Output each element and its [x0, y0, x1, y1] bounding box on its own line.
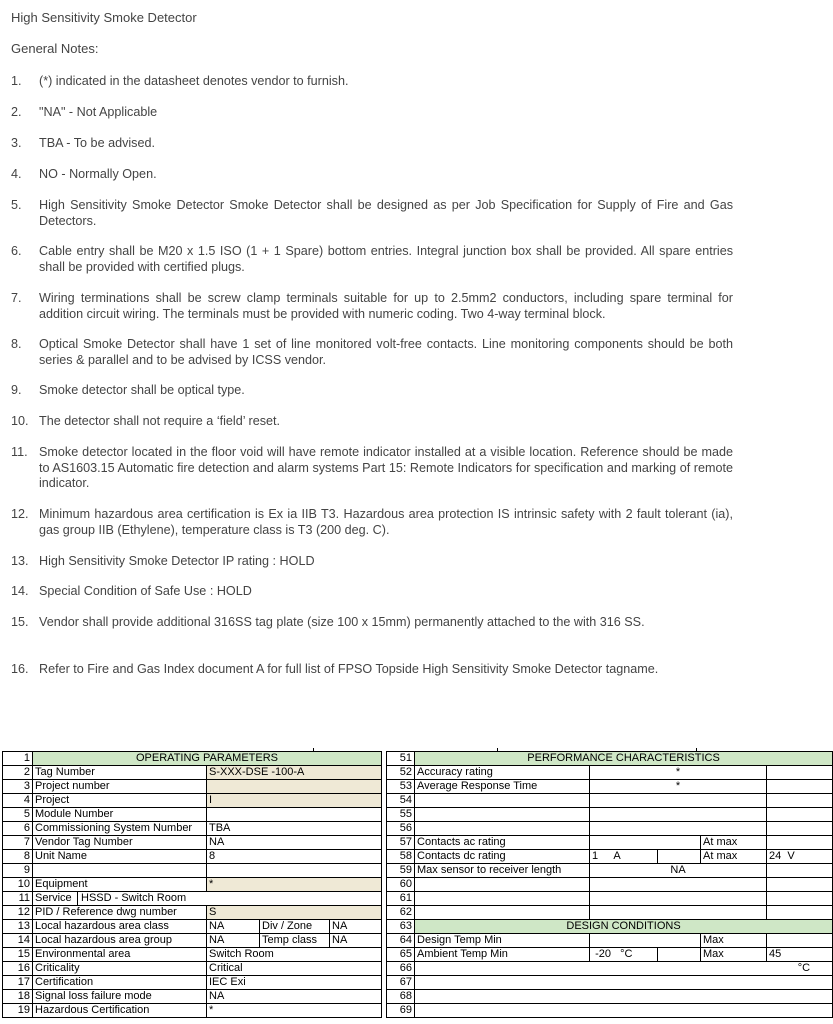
line-number: 6	[3, 822, 33, 836]
temp-class-label: Temp class	[260, 934, 330, 948]
line-number: 66	[387, 962, 415, 976]
note-text: Cable entry shall be M20 x 1.5 ISO (1 + 1 Spare) bottom entries. Integral junction box shall be provided. All spare entries shall be provided with certified plugs.	[39, 244, 733, 274]
note-text: (*) indicated in the datasheet denotes vendor to furnish.	[39, 74, 349, 88]
row-label: Project	[33, 794, 207, 808]
table-row	[3, 934, 833, 948]
empty-cell	[767, 766, 833, 780]
row-label: Equipment	[33, 878, 207, 892]
row-label: Project number	[33, 780, 207, 794]
row-label: Local hazardous area group	[33, 934, 207, 948]
ambient-min-value: -20	[595, 948, 611, 960]
hazardous-certification-value: *	[207, 1004, 382, 1018]
line-number: 69	[387, 1004, 415, 1018]
note-number: 13.	[11, 554, 29, 568]
line-number: 65	[387, 948, 415, 962]
table-row	[3, 962, 833, 976]
module-number-value	[207, 808, 382, 822]
line-number: 62	[387, 906, 415, 920]
table-row	[3, 976, 833, 990]
empty-cell	[767, 892, 833, 906]
empty-cell	[590, 836, 701, 850]
div-zone-value: NA	[330, 920, 382, 934]
line-number: 4	[3, 794, 33, 808]
empty-cell	[658, 850, 701, 864]
table-row	[3, 864, 833, 878]
criticality-value: Critical	[207, 962, 382, 976]
line-number: 15	[3, 948, 33, 962]
table-row	[3, 752, 833, 766]
unit-name-value: 8	[207, 850, 382, 864]
empty-cell	[415, 794, 590, 808]
line-number: 61	[387, 892, 415, 906]
dc-current-cell	[590, 850, 658, 864]
empty-cell	[767, 780, 833, 794]
empty-cell	[415, 976, 833, 990]
note-number: 15.	[11, 615, 29, 629]
table-row	[3, 780, 833, 794]
dc-voltage-value: 24	[769, 850, 782, 862]
line-number: 1	[3, 752, 33, 766]
note-text: Smoke detector located in the floor void will have remote indicator installed at a visible location. Reference should be made to AS1603.15 Automatic fire detection and alarm systems Part 15: Remote Indicators for specification and marking of remote indicator.	[39, 445, 733, 490]
dc-current-unit: A	[613, 850, 621, 862]
empty-cell	[590, 794, 767, 808]
note-text: Refer to Fire and Gas Index document A for full list of FPSO Topside High Sensitivity Smoke Detector tagname.	[39, 662, 659, 676]
table-row	[3, 948, 833, 962]
row-label: Local hazardous area class	[33, 920, 207, 934]
line-number: 18	[3, 990, 33, 1004]
empty-cell	[590, 878, 767, 892]
table-row	[3, 1004, 833, 1018]
line-number: 13	[3, 920, 33, 934]
line-number: 5	[3, 808, 33, 822]
line-number: 55	[387, 808, 415, 822]
line-number: 63	[387, 920, 415, 934]
table-row	[3, 822, 833, 836]
note-text: The detector shall not require a ‘field’ reset.	[39, 414, 281, 428]
line-number: 58	[387, 850, 415, 864]
service-label: Service	[35, 892, 78, 905]
line-number: 51	[387, 752, 415, 766]
empty-cell	[590, 892, 767, 906]
service-value: HSSD - Switch Room	[81, 892, 187, 904]
general-notes-heading: General Notes:	[11, 41, 99, 56]
empty-cell	[207, 864, 382, 878]
operating-parameters-header: OPERATING PARAMETERS	[33, 752, 382, 766]
service-cell	[33, 892, 382, 906]
accuracy-rating-value: *	[590, 766, 767, 780]
line-number: 67	[387, 976, 415, 990]
empty-cell	[415, 892, 590, 906]
line-number: 57	[387, 836, 415, 850]
line-number: 52	[387, 766, 415, 780]
row-label: PID / Reference dwg number	[33, 906, 207, 920]
note-text: TBA - To be advised.	[39, 136, 155, 150]
line-number: 53	[387, 780, 415, 794]
row-label: Vendor Tag Number	[33, 836, 207, 850]
line-number: 3	[3, 780, 33, 794]
note-text: High Sensitivity Smoke Detector Smoke Detector shall be designed as per Job Specification for Supply of Fire and Gas Detectors.	[39, 198, 733, 228]
vendor-tag-value: NA	[207, 836, 382, 850]
note-item	[11, 337, 733, 368]
div-zone-label: Div / Zone	[260, 920, 330, 934]
table-row	[3, 878, 833, 892]
note-number: 9.	[11, 383, 22, 397]
note-item	[11, 167, 733, 183]
note-number: 14.	[11, 584, 29, 598]
note-number: 2.	[11, 105, 22, 119]
table-row	[3, 990, 833, 1004]
empty-cell	[658, 948, 701, 962]
row-label: Max sensor to receiver length	[415, 864, 590, 878]
note-item	[11, 507, 733, 538]
dc-current-value: 1	[592, 850, 599, 862]
note-number: 5.	[11, 198, 22, 212]
row-label: Contacts dc rating	[415, 850, 590, 864]
note-item	[11, 584, 733, 600]
line-number: 68	[387, 990, 415, 1004]
empty-cell	[590, 906, 767, 920]
table-row	[3, 892, 833, 906]
note-text: "NA" - Not Applicable	[39, 105, 158, 119]
note-text: Vendor shall provide additional 316SS tag plate (size 100 x 15mm) permanently attached to the with 316 SS.	[39, 615, 645, 629]
row-label: Certification	[33, 976, 207, 990]
note-text: High Sensitivity Smoke Detector IP rating : HOLD	[39, 554, 315, 568]
hazardous-area-group-value: NA	[207, 934, 260, 948]
certification-value: IEC Exi	[207, 976, 382, 990]
line-number: 9	[3, 864, 33, 878]
row-label: Module Number	[33, 808, 207, 822]
table-row	[3, 836, 833, 850]
empty-cell	[415, 878, 590, 892]
line-number: 7	[3, 836, 33, 850]
response-time-value: *	[590, 780, 767, 794]
pid-reference-value: S	[207, 906, 382, 920]
table-row	[3, 850, 833, 864]
row-label: Accuracy rating	[415, 766, 590, 780]
line-number: 19	[3, 1004, 33, 1018]
note-text: Optical Smoke Detector shall have 1 set of line monitored volt-free contacts. Line monitoring components should be both series & parallel and to be advised by ICSS vendor.	[39, 337, 733, 367]
note-item	[11, 244, 733, 275]
line-number: 10	[3, 878, 33, 892]
max-length-value: NA	[590, 864, 767, 878]
line-number: 8	[3, 850, 33, 864]
datasheet-table	[2, 751, 833, 1018]
line-number: 2	[3, 766, 33, 780]
row-label: Average Response Time	[415, 780, 590, 794]
temp-class-value: NA	[330, 934, 382, 948]
empty-cell	[767, 906, 833, 920]
empty-cell	[590, 934, 701, 948]
ambient-min-unit: °C	[620, 948, 633, 960]
table-row	[3, 920, 833, 934]
empty-cell	[767, 794, 833, 808]
note-text: Minimum hazardous area certification is Ex ia IIB T3. Hazardous area protection IS intrinsic safety with 2 fault tolerant (ia), gas group IIB (Ethylene), temperature class is T3 (200 deg. C).	[39, 507, 733, 537]
empty-cell	[415, 808, 590, 822]
hazardous-area-class-value: NA	[207, 920, 260, 934]
line-number: 12	[3, 906, 33, 920]
empty-cell	[415, 822, 590, 836]
row-label: Commissioning System Number	[33, 822, 207, 836]
note-number: 7.	[11, 291, 22, 305]
row-label: Criticality	[33, 962, 207, 976]
table-row	[3, 794, 833, 808]
line-number: 60	[387, 878, 415, 892]
line-number: 59	[387, 864, 415, 878]
empty-cell	[415, 906, 590, 920]
row-label: Tag Number	[33, 766, 207, 780]
document-title: High Sensitivity Smoke Detector	[11, 10, 197, 25]
line-number: 11	[3, 892, 33, 906]
tag-number-value: S-XXX-DSE -100-A	[207, 766, 382, 780]
line-number: 17	[3, 976, 33, 990]
row-label: Signal loss failure mode	[33, 990, 207, 1004]
ambient-max-value: 45	[767, 948, 833, 962]
note-item	[11, 198, 733, 229]
commissioning-system-value: TBA	[207, 822, 382, 836]
at-max-label: At max	[701, 850, 767, 864]
note-text: Wiring terminations shall be screw clamp terminals suitable for up to 2.5mm2 conductors, including spare terminal for addition circuit wiring. The terminals must be provided with numeric coding. Two 4-way terminal block.	[39, 291, 733, 321]
note-number: 16.	[11, 662, 29, 676]
note-item	[11, 291, 733, 322]
note-item	[11, 554, 733, 570]
row-label: Ambient Temp Min	[415, 948, 590, 962]
row-label: Contacts ac rating	[415, 836, 590, 850]
note-item	[11, 615, 733, 631]
environmental-area-value: Switch Room	[207, 948, 382, 962]
datasheet	[2, 751, 811, 1024]
note-number: 6.	[11, 244, 22, 258]
line-number: 14	[3, 934, 33, 948]
table-row	[3, 906, 833, 920]
project-value: I	[207, 794, 382, 808]
at-max-label: At max	[701, 836, 767, 850]
note-item	[11, 383, 733, 399]
line-number: 56	[387, 822, 415, 836]
empty-cell	[767, 934, 833, 948]
ambient-max-unit: °C	[415, 962, 833, 976]
row-label	[33, 864, 207, 878]
note-number: 1.	[11, 74, 22, 88]
empty-cell	[767, 822, 833, 836]
note-number: 4.	[11, 167, 22, 181]
empty-cell	[767, 808, 833, 822]
note-number: 10.	[11, 414, 29, 428]
performance-characteristics-header: PERFORMANCE CHARACTERISTICS	[415, 752, 833, 766]
note-number: 12.	[11, 507, 29, 521]
empty-cell	[767, 878, 833, 892]
note-text: Smoke detector shall be optical type.	[39, 383, 245, 397]
design-conditions-header: DESIGN CONDITIONS	[415, 920, 833, 934]
project-number-value	[207, 780, 382, 794]
note-item	[11, 414, 733, 430]
dc-voltage-unit: V	[787, 850, 795, 862]
line-number: 16	[3, 962, 33, 976]
signal-loss-value: NA	[207, 990, 382, 1004]
empty-cell	[415, 990, 833, 1004]
note-text: Special Condition of Safe Use : HOLD	[39, 584, 252, 598]
note-text: NO - Normally Open.	[39, 167, 157, 181]
line-number: 54	[387, 794, 415, 808]
note-item	[11, 105, 733, 121]
empty-cell	[590, 808, 767, 822]
ambient-min-cell	[590, 948, 658, 962]
table-row	[3, 808, 833, 822]
note-item	[11, 445, 733, 492]
row-label: Hazardous Certification	[33, 1004, 207, 1018]
dc-voltage-cell	[767, 850, 833, 864]
table-row	[3, 766, 833, 780]
row-label: Design Temp Min	[415, 934, 590, 948]
note-item	[11, 662, 733, 678]
max-label: Max	[701, 948, 767, 962]
row-label: Unit Name	[33, 850, 207, 864]
row-label: Environmental area	[33, 948, 207, 962]
note-item	[11, 136, 733, 152]
empty-cell	[767, 836, 833, 850]
empty-cell	[767, 864, 833, 878]
line-number: 64	[387, 934, 415, 948]
max-label: Max	[701, 934, 767, 948]
empty-cell	[590, 822, 767, 836]
note-number: 8.	[11, 337, 22, 351]
equipment-value: *	[207, 878, 382, 892]
empty-cell	[415, 1004, 833, 1018]
note-number: 3.	[11, 136, 22, 150]
note-item	[11, 74, 733, 90]
note-number: 11.	[11, 445, 28, 459]
